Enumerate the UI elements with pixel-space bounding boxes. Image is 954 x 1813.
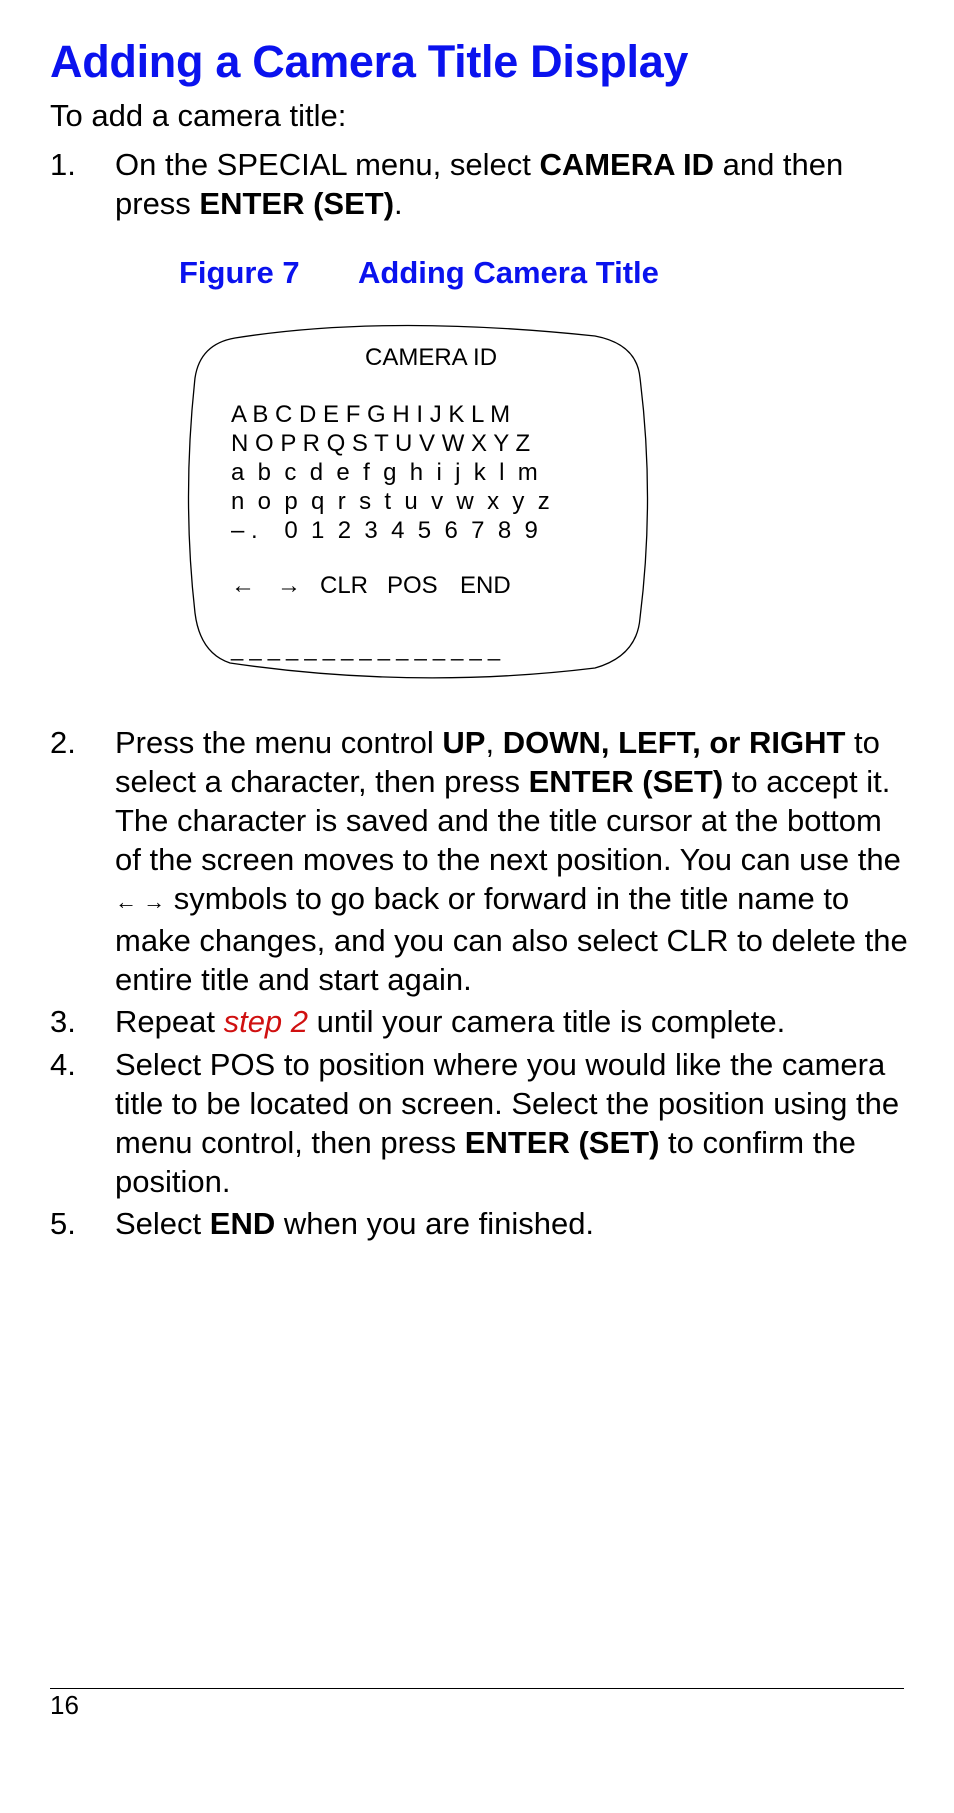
char-row: A B C D E F G H I J K L M <box>231 401 511 428</box>
figure-label: Figure 7 <box>179 255 300 290</box>
screen-heading: CAMERA ID <box>365 344 498 371</box>
page-number: 16 <box>50 1690 79 1720</box>
figure-title: Adding Camera Title <box>358 255 659 290</box>
footer-divider <box>50 1688 904 1689</box>
char-row: a b c d e f g h i j k l m <box>231 459 538 486</box>
pos-option: POS <box>387 572 438 599</box>
step-2-link[interactable]: step 2 <box>223 1004 309 1039</box>
left-arrow-icon: ← <box>231 572 255 599</box>
char-row: N O P R Q S T U V W X Y Z <box>231 430 531 457</box>
page-title: Adding a Camera Title Display <box>50 36 689 87</box>
step-1 <box>50 145 910 223</box>
step-5 <box>50 1204 910 1243</box>
step-4 <box>50 1045 910 1201</box>
camera-id-screen <box>185 318 653 686</box>
step-number: 3. <box>50 1004 76 1039</box>
intro-text: To add a camera title: <box>50 98 347 133</box>
step-2 <box>50 723 910 999</box>
step-body: Select POS to position where you would like the camera title to be located on screen. Select the position using the menu control, then press ENTER (SET) to confirm the position. <box>115 1047 900 1199</box>
step-body: Select END when you are finished. <box>115 1206 595 1241</box>
step-body: On the SPECIAL menu, select CAMERA ID and then press ENTER (SET). <box>115 147 844 221</box>
clr-option: CLR <box>320 572 369 599</box>
title-cursor: _ _ _ _ _ _ _ _ _ _ _ _ _ _ _ <box>231 636 501 661</box>
right-arrow-icon: → <box>277 572 301 599</box>
char-row: – . 0 1 2 3 4 5 6 7 8 9 <box>231 517 538 544</box>
step-body: Press the menu control UP, DOWN, LEFT, or RIGHT to select a character, then press ENTER (SET) to accept it. The character is saved and the title cursor at the bottom of the screen moves to the next position. You can use the ← → symbols to go back or forward in the title name to make changes, and you can also select CLR to delete the entire title and start again. <box>115 725 908 997</box>
end-option: END <box>460 572 511 599</box>
step-number: 2. <box>50 725 76 760</box>
step-number: 4. <box>50 1047 76 1082</box>
step-number: 1. <box>50 147 76 182</box>
step-body: Repeat step 2 until your camera title is complete. <box>115 1004 786 1039</box>
arrow-symbols-icon: ← → <box>115 889 166 914</box>
char-row: n o p q r s t u v w x y z <box>231 488 550 515</box>
step-3 <box>50 1002 910 1041</box>
step-number: 5. <box>50 1206 76 1241</box>
